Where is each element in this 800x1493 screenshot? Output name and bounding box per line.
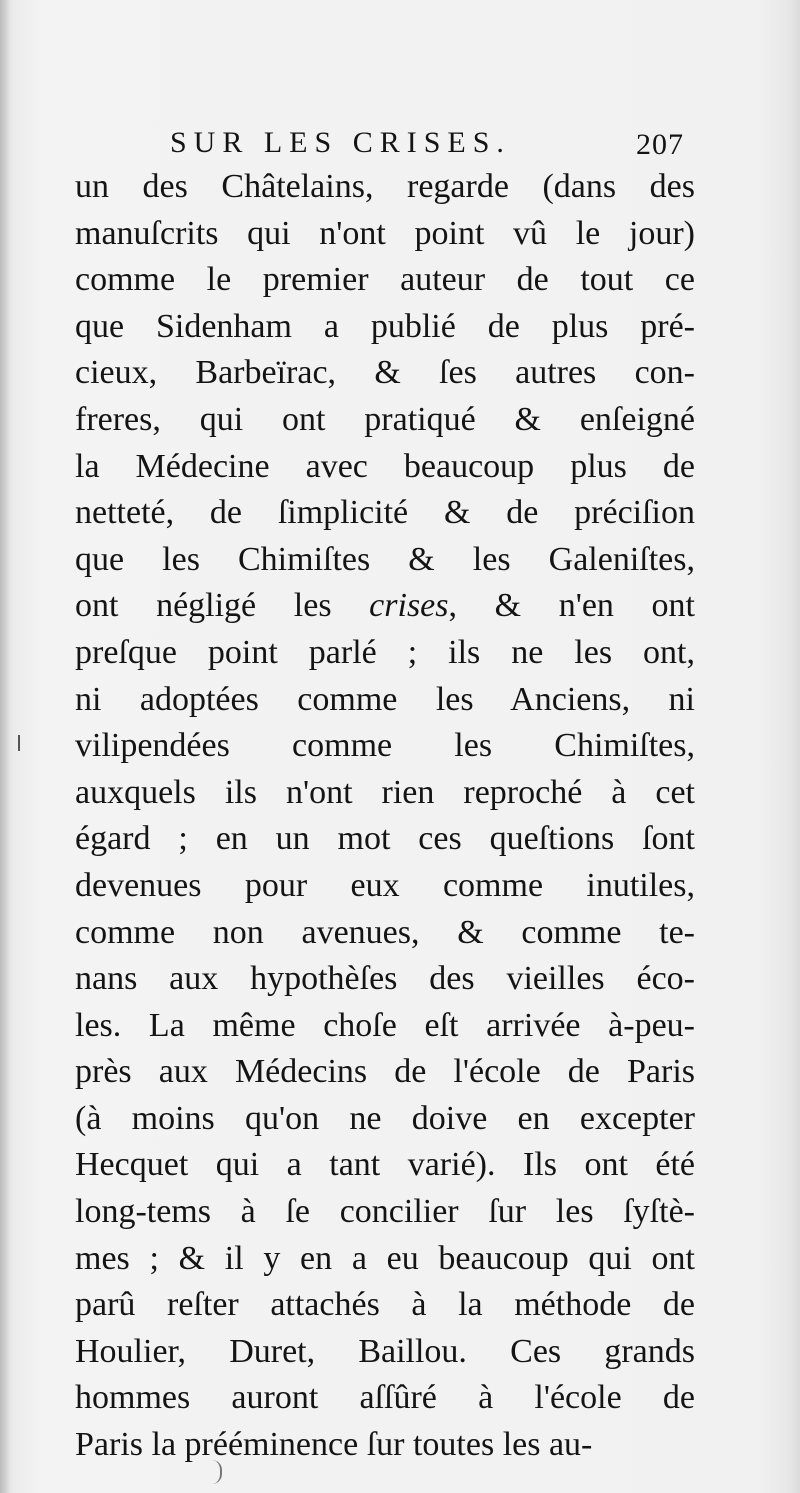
text-line: comme le premier auteur de tout ce — [75, 261, 695, 299]
text-line: auxquels ils n'ont rien reproché à cet — [75, 773, 695, 811]
text-line: un des Châtelains, regarde (dans des — [75, 168, 695, 205]
text-line: que Sidenham a publié de plus pré- — [75, 307, 695, 345]
text-line: long-tems à ſe concilier ſur les ſyſtè- — [75, 1193, 695, 1231]
text-line: vilipendées comme les Chimiſtes, — [75, 727, 695, 765]
margin-mark — [18, 735, 20, 751]
text-line: égard ; en un mot ces queſtions ſont — [75, 820, 695, 858]
text-line: preſque point parlé ; ils ne les ont, — [75, 633, 695, 671]
page-header — [170, 122, 690, 164]
body-text — [75, 164, 695, 1469]
text-line: manuſcrits qui n'ont point vû le jour) — [75, 214, 695, 252]
text-line: la Médecine avec beaucoup plus de — [75, 447, 695, 485]
text-line: les. La même choſe eſt arrivée à-peu- — [75, 1006, 695, 1044]
text-line: ni adoptées comme les Anciens, ni — [75, 680, 695, 718]
text-line: Hecquet qui a tant varié). Ils ont été — [75, 1146, 695, 1184]
text-line: devenues pour eux comme inutiles, — [75, 866, 695, 904]
text-line: comme non avenues, & comme te- — [75, 913, 695, 951]
italic-word: crises — [369, 587, 449, 625]
text-line: nans aux hypothèſes des vieilles éco- — [75, 960, 695, 998]
text-line: hommes auront aſſûré à l'école de — [75, 1379, 695, 1417]
text-line: (à moins qu'on ne doive en excepter — [75, 1099, 695, 1137]
running-head: SUR LES CRISES. — [170, 126, 511, 159]
text-line: Paris la prééminence ſur toutes les au- — [75, 1426, 593, 1464]
text-line: freres, qui ont pratiqué & enſeigné — [75, 400, 695, 438]
text-line: netteté, de ſimplicité & de préciſion — [75, 494, 695, 532]
text-line: que les Chimiſtes & les Galeniſtes, — [75, 540, 695, 578]
text-line: cieux, Barbeïrac, & ſes autres con- — [75, 354, 695, 392]
text-line: mes ; & il y en a eu beaucoup qui ont — [75, 1239, 695, 1277]
page-number: 207 — [636, 128, 684, 161]
text-line: près aux Médecins de l'école de Paris — [75, 1053, 695, 1091]
text-line: parû reſter attachés à la méthode de — [75, 1286, 695, 1324]
text-line: ont négligé les crises, & n'en ont — [75, 587, 695, 625]
text-line: Houlier, Duret, Baillou. Ces grands — [75, 1332, 695, 1370]
